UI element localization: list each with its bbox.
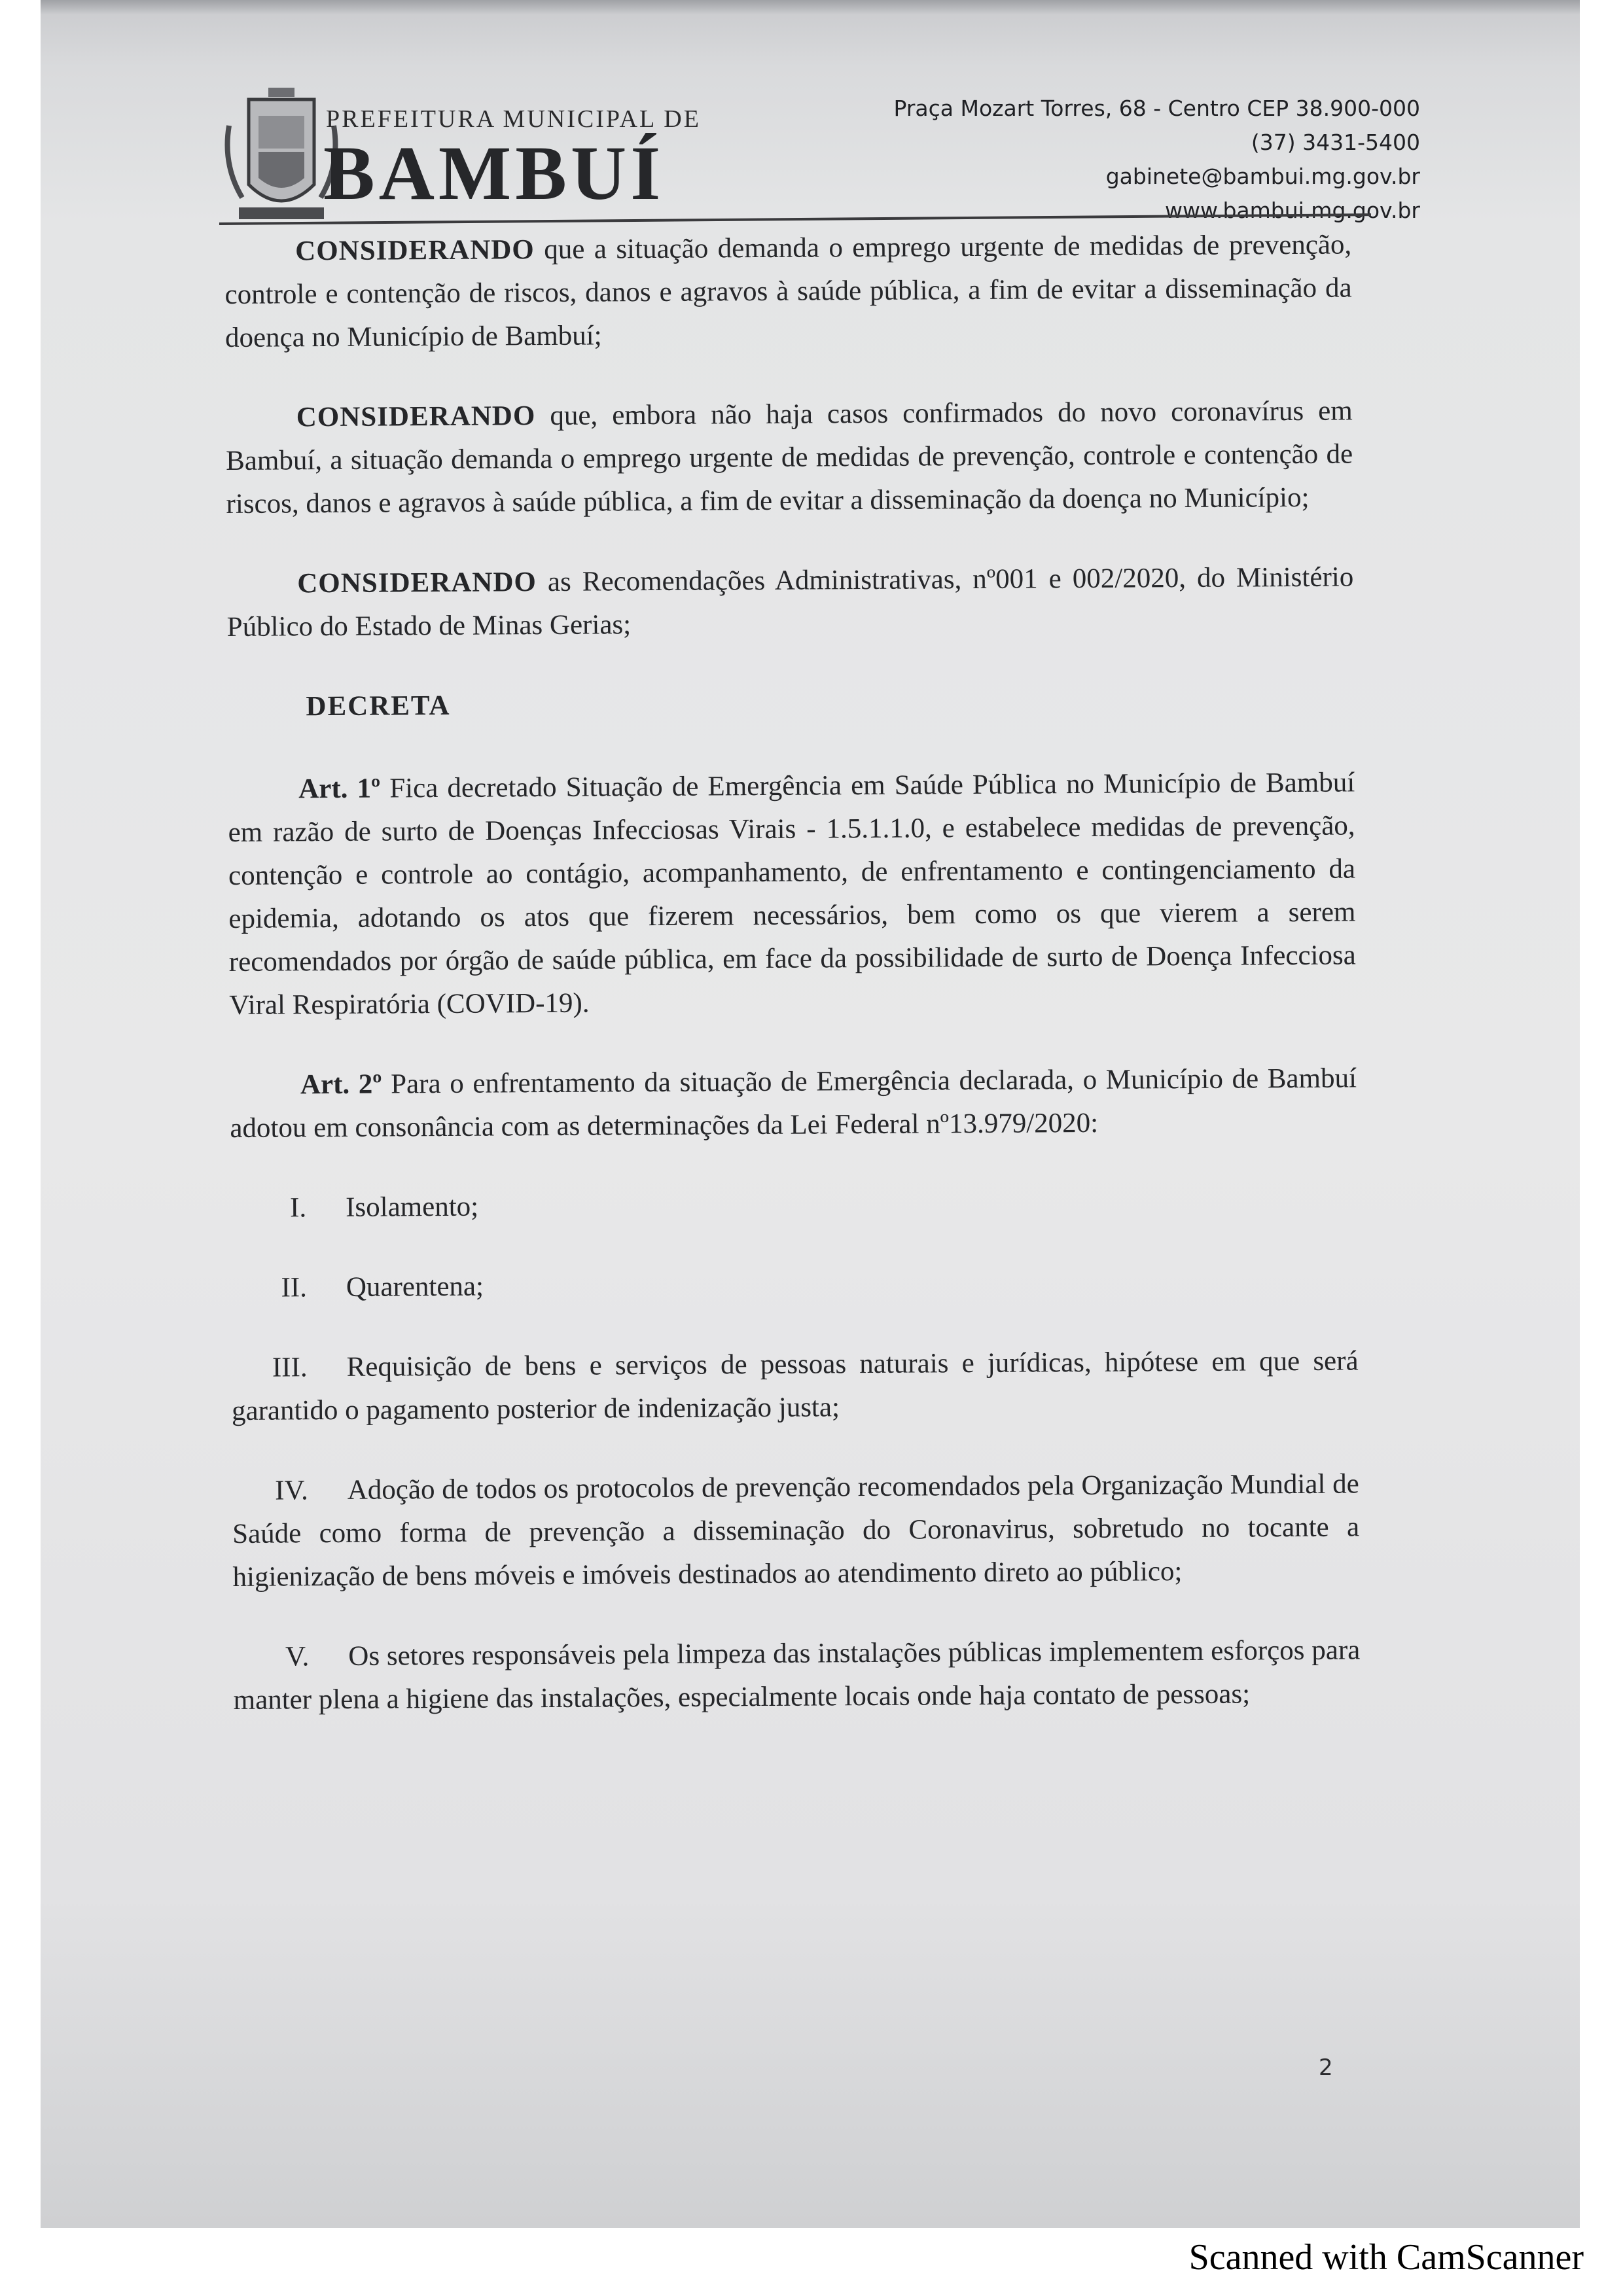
list-item bbox=[231, 1260, 1358, 1310]
paragraph-text: que a situação demanda o emprego urgente de medidas de prevenção, controle e contenção de riscos, danos e agravos à saúde pública, a fim de evitar a disseminação da doença no Município de Bambuí; bbox=[224, 229, 1352, 353]
item-text: Requisição de bens e serviços de pessoas naturais e jurídicas, hipótese em que será garantido o pagamento posterior de indenização justa; bbox=[231, 1345, 1359, 1426]
page-number: 2 bbox=[1319, 2055, 1333, 2081]
list-item bbox=[232, 1462, 1360, 1599]
article-1 bbox=[228, 761, 1356, 1027]
item-text: Quarentena; bbox=[346, 1271, 484, 1303]
decreta-heading: DECRETA bbox=[306, 690, 451, 722]
considerando-keyword: CONSIDERANDO bbox=[297, 567, 537, 599]
header-email: gabinete@bambui.mg.gov.br bbox=[1105, 164, 1420, 189]
item-text: Os setores responsáveis pela limpeza das instalações públicas implementem esforços para manter plena a higiene das instalações, especialmente locais onde haja contato de pessoas; bbox=[233, 1634, 1361, 1716]
article-heading: Art. 1º bbox=[298, 773, 381, 805]
article-text: Fica decretado Situação de Emergência em Saúde Pública no Município de Bambuí em razão de surto de Doenças Infecciosas Virais - 1.5.1.1.0, e estabelece medidas de prevenção, contenção e controle ao contágio, acompanhamento, de enfrentamento e contingenciamento da epidemia, adotando os atos que fizerem necessários, bem como os que vierem a serem recomendados por órgão de saúde pública, em face da possibilidade de surto de Doença Infecciosa Viral Respiratória (COVID-19). bbox=[228, 767, 1356, 1021]
article-text: Para o enfrentamento da situação de Emergência declarada, o Município de Bambuí adotou em consonância com as determinações da Lei Federal nº13.979/2020: bbox=[230, 1063, 1357, 1144]
header-phone: (37) 3431-5400 bbox=[1251, 130, 1420, 155]
paragraph-text: as Recomendações Administrativas, nº001 e 002/2020, do Ministério Público do Estado de Minas Gerias; bbox=[226, 561, 1354, 643]
header-org-line: PREFEITURA MUNICIPAL DE bbox=[326, 105, 701, 133]
document-body bbox=[224, 223, 1361, 1758]
camscanner-watermark: Scanned with CamScanner bbox=[1188, 2237, 1584, 2278]
considerando-keyword: CONSIDERANDO bbox=[296, 400, 536, 433]
list-item bbox=[230, 1180, 1357, 1230]
header-website: www.bambui.mg.gov.br bbox=[1165, 198, 1420, 223]
item-number: II. bbox=[281, 1272, 308, 1303]
considerando-keyword: CONSIDERANDO bbox=[295, 234, 535, 267]
list-item bbox=[231, 1339, 1359, 1433]
considerando-paragraph-1 bbox=[224, 223, 1352, 360]
header-contact-block bbox=[894, 92, 1420, 228]
header-city-name: BAMBUÍ bbox=[323, 130, 665, 216]
item-text: Isolamento; bbox=[345, 1191, 479, 1223]
item-number: I. bbox=[289, 1192, 307, 1224]
considerando-paragraph-3 bbox=[226, 556, 1354, 649]
item-number: IV. bbox=[275, 1475, 308, 1506]
scan-edge-shadow bbox=[41, 0, 1580, 14]
article-heading: Art. 2º bbox=[300, 1069, 382, 1101]
list-item bbox=[233, 1629, 1361, 1722]
item-text: Adoção de todos os protocolos de prevenção recomendados pela Organização Mundial de Saúde como forma de prevenção a disseminação do Coronavirus, sobretudo no tocante a higienização de bens móveis e imóveis destinados ao atendimento direto ao público; bbox=[232, 1468, 1360, 1593]
paragraph-text: que, embora não haja casos confirmados do novo coronavírus em Bambuí, a situação demanda o emprego urgente de medidas de prevenção, controle e contenção de riscos, danos e agravos à saúde pública, a fim de evitar a disseminação da doença no Município; bbox=[226, 395, 1353, 520]
item-number: V. bbox=[285, 1641, 310, 1672]
coat-of-arms-icon bbox=[223, 86, 340, 227]
item-number: III. bbox=[272, 1352, 308, 1383]
article-2 bbox=[230, 1057, 1357, 1150]
header-address: Praça Mozart Torres, 68 - Centro CEP 38.900-000 bbox=[893, 96, 1420, 121]
considerando-paragraph-2 bbox=[226, 389, 1353, 526]
